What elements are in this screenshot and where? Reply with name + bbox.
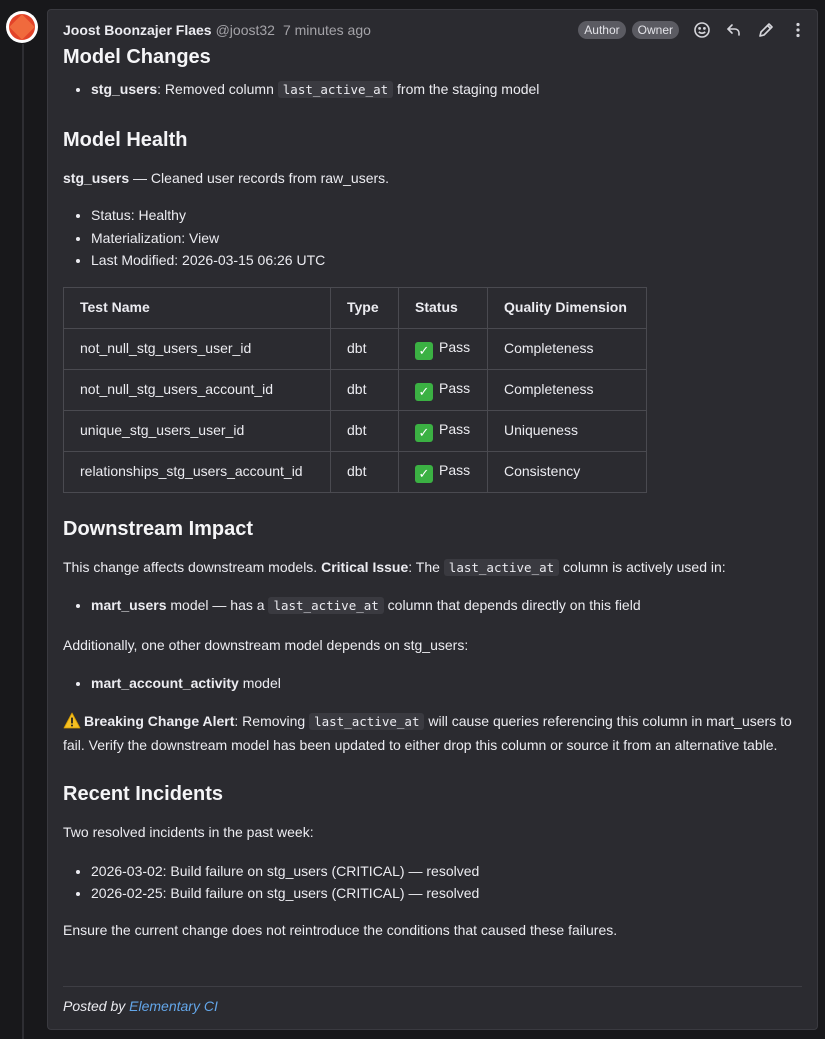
pencil-icon[interactable] [757, 21, 775, 39]
downstream-list [63, 595, 803, 616]
status-text: Pass [439, 380, 471, 397]
downstream-intro [63, 557, 803, 578]
table-row [64, 410, 647, 451]
text: column that depends directly on this field [383, 596, 641, 613]
header-type: Type [331, 287, 399, 328]
test-type: dbt [331, 369, 399, 410]
test-status [399, 369, 488, 410]
code-column: last_active_at [278, 81, 393, 98]
model-health-desc [63, 168, 803, 189]
footer-divider [63, 986, 802, 987]
comment-header [63, 19, 807, 41]
text: This change affects downstream models. [63, 558, 322, 575]
text: : The [408, 558, 444, 575]
incidents-heading: Recent Incidents [63, 782, 224, 805]
table-row [64, 369, 647, 410]
test-name: not_null_stg_users_account_id [64, 369, 331, 410]
breaking-change-alert [63, 711, 803, 756]
list-item: • Materialization: View [91, 227, 803, 250]
list-item [91, 79, 803, 100]
table-row [64, 451, 647, 492]
reply-icon[interactable] [725, 21, 743, 39]
list-item: • Status: Healthy [91, 204, 803, 227]
list-item: • Last Modified: 2026-03-15 06:26 UTC [91, 249, 803, 272]
alert-label: Breaking Change Alert [84, 712, 235, 729]
list-item [91, 673, 803, 694]
comment-footer [63, 998, 218, 1014]
code-column: last_active_at [268, 597, 383, 614]
tests-table [63, 287, 647, 493]
quality-dimension: Consistency [488, 451, 647, 492]
warning-icon [63, 712, 81, 735]
table-row [64, 328, 647, 369]
code-column: last_active_at [444, 559, 559, 576]
comment-card [47, 9, 818, 1030]
model-name: stg_users [63, 170, 130, 186]
check-icon: ✓ [415, 465, 433, 483]
owner-badge: Owner [632, 21, 679, 39]
model-name: stg_users [91, 81, 158, 97]
text: will cause queries referencing this column in mart_users to fail. Verify the downstream model has been updated to either drop this column or source it from an alternative table. [63, 712, 792, 753]
check-icon: ✓ [415, 342, 433, 360]
model-name: mart_account_activity [91, 674, 239, 691]
author-handle[interactable]: @joost32 [215, 22, 275, 38]
list-item: • 2026-03-02: Build failure on stg_users (CRITICAL) — resolved [91, 860, 803, 883]
quality-dimension: Completeness [488, 369, 647, 410]
table-header-row [64, 287, 647, 328]
text: : Removing [234, 712, 310, 729]
status-text: Pass [439, 421, 471, 438]
quality-dimension: Uniqueness [488, 410, 647, 451]
smiley-icon[interactable] [693, 21, 711, 39]
avatar[interactable] [6, 11, 38, 43]
header-test-name: Test Name [64, 287, 331, 328]
text: column is actively used in: [559, 558, 726, 575]
downstream-additional: Additionally, one other downstream model depends on stg_users: [63, 636, 469, 653]
test-status [399, 451, 488, 492]
author-name[interactable]: Joost Boonzajer Flaes [63, 22, 212, 38]
model-health-list [63, 204, 803, 272]
status-text: Pass [439, 462, 471, 479]
avatar-image [9, 14, 35, 40]
test-type: dbt [331, 328, 399, 369]
list-item: • 2026-02-25: Build failure on stg_users (CRITICAL) — resolved [91, 882, 803, 905]
test-status [399, 410, 488, 451]
model-changes-heading: Model Changes [63, 46, 211, 68]
test-name: not_null_stg_users_user_id [64, 328, 331, 369]
test-name: unique_stg_users_user_id [64, 410, 331, 451]
downstream-heading: Downstream Impact [63, 517, 254, 540]
model-changes-list [63, 79, 803, 100]
timeline-line [22, 44, 24, 1039]
list-item-text: : Removed column [157, 81, 278, 97]
elementary-ci-link[interactable]: Elementary CI [129, 998, 218, 1014]
incidents-list [63, 860, 803, 905]
test-status [399, 328, 488, 369]
author-badge: Author [578, 21, 625, 39]
comment-time[interactable]: 7 minutes ago [282, 22, 371, 38]
text: model — has a [166, 596, 269, 613]
header-actions [572, 21, 807, 39]
posted-by-text: Posted by [63, 998, 130, 1014]
text: model [238, 674, 281, 691]
incidents-intro: Two resolved incidents in the past week: [63, 823, 314, 840]
test-type: dbt [331, 410, 399, 451]
more-vertical-icon[interactable] [789, 21, 807, 39]
header-status: Status [399, 287, 488, 328]
desc-text: — Cleaned user records from raw_users. [129, 170, 390, 186]
comment-body [63, 44, 803, 941]
code-column: last_active_at [309, 713, 424, 730]
quality-dimension: Completeness [488, 328, 647, 369]
check-icon: ✓ [415, 424, 433, 442]
test-type: dbt [331, 451, 399, 492]
list-item [91, 595, 803, 616]
test-name: relationships_stg_users_account_id [64, 451, 331, 492]
model-name: mart_users [91, 596, 167, 613]
critical-issue-label: Critical Issue [321, 558, 409, 575]
list-item-text: from the staging model [393, 81, 540, 97]
incidents-outro: Ensure the current change does not reintroduce the conditions that caused these failures. [63, 921, 618, 938]
downstream-list-2 [63, 673, 803, 694]
model-health-heading: Model Health [63, 129, 188, 151]
header-quality-dimension: Quality Dimension [488, 287, 647, 328]
check-icon: ✓ [415, 383, 433, 401]
status-text: Pass [439, 339, 471, 356]
